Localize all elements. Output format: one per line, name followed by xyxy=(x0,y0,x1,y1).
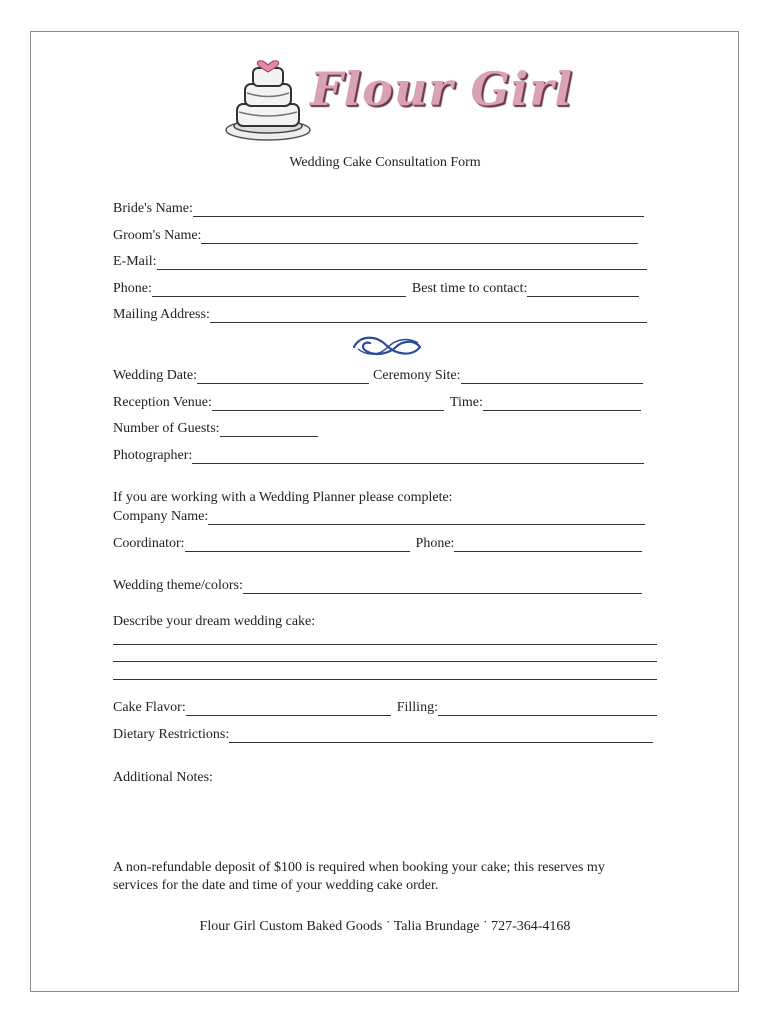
bride-name-label: Bride's Name: xyxy=(113,201,193,216)
dream-cake-line-1[interactable] xyxy=(113,644,657,645)
coordinator-row xyxy=(113,536,642,552)
dietary-field[interactable] xyxy=(229,728,653,743)
company-name-field[interactable] xyxy=(208,510,645,525)
time-field[interactable] xyxy=(483,396,641,411)
planner-phone-label: Phone: xyxy=(415,536,455,551)
phone-label: Phone: xyxy=(113,281,152,296)
reception-venue-field[interactable] xyxy=(212,396,444,411)
reception-venue-label: Reception Venue: xyxy=(113,395,212,410)
email-label: E-Mail: xyxy=(113,254,157,269)
mailing-address-row xyxy=(113,307,647,323)
dream-cake-label: Describe your dream wedding cake: xyxy=(113,614,316,629)
phone-field[interactable] xyxy=(152,282,406,297)
filling-label: Filling: xyxy=(396,700,438,715)
best-time-field[interactable] xyxy=(527,282,639,297)
dietary-label: Dietary Restrictions: xyxy=(113,727,230,742)
email-field[interactable] xyxy=(157,255,647,270)
photographer-row xyxy=(113,448,644,464)
photographer-label: Photographer: xyxy=(113,448,193,463)
guests-row xyxy=(113,421,318,437)
swirl-ornament-icon xyxy=(350,333,425,361)
company-row xyxy=(113,509,645,525)
ceremony-site-field[interactable] xyxy=(461,369,643,384)
guests-label: Number of Guests: xyxy=(113,421,220,436)
filling-field[interactable] xyxy=(438,701,657,716)
cake-flavor-label: Cake Flavor: xyxy=(113,700,186,715)
planner-intro: If you are working with a Wedding Planner please complete: xyxy=(113,490,453,505)
planner-phone-field[interactable] xyxy=(454,537,642,552)
footer-contact: Flour Girl Custom Baked Goods ˙ Talia Brundage ˙ 727-364-4168 xyxy=(199,919,571,934)
cake-flavor-field[interactable] xyxy=(186,701,391,716)
brand-logo-text: Flour Girl xyxy=(310,62,573,116)
photographer-field[interactable] xyxy=(192,449,644,464)
theme-row xyxy=(113,578,642,594)
mailing-address-label: Mailing Address: xyxy=(113,307,210,322)
groom-name-field[interactable] xyxy=(201,229,638,244)
email-row xyxy=(113,254,647,270)
form-title: Wedding Cake Consultation Form xyxy=(289,155,481,170)
mailing-address-field[interactable] xyxy=(210,308,647,323)
dietary-row xyxy=(113,727,653,743)
groom-name-row xyxy=(113,228,638,244)
coordinator-label: Coordinator: xyxy=(113,536,185,551)
wedding-date-label: Wedding Date: xyxy=(113,368,198,383)
bride-name-field[interactable] xyxy=(193,202,644,217)
wedding-date-row xyxy=(113,368,643,384)
additional-notes-label: Additional Notes: xyxy=(113,770,213,785)
phone-row xyxy=(113,281,639,297)
dream-cake-line-3[interactable] xyxy=(113,679,657,680)
theme-label: Wedding theme/colors: xyxy=(113,578,243,593)
theme-field[interactable] xyxy=(243,579,642,594)
cake-flavor-row xyxy=(113,700,657,716)
dream-cake-line-2[interactable] xyxy=(113,661,657,662)
reception-row xyxy=(113,395,641,411)
deposit-notice: A non-refundable deposit of $100 is required when booking your cake; this reserves my services for the date and time of your wedding cake order. xyxy=(113,860,605,893)
coordinator-field[interactable] xyxy=(185,537,410,552)
bride-name-row xyxy=(113,201,644,217)
guests-field[interactable] xyxy=(220,422,318,437)
groom-name-label: Groom's Name: xyxy=(113,228,202,243)
company-name-label: Company Name: xyxy=(113,509,209,524)
best-time-label: Best time to contact: xyxy=(411,281,528,296)
wedding-date-field[interactable] xyxy=(197,369,369,384)
time-label: Time: xyxy=(449,395,483,410)
ceremony-site-label: Ceremony Site: xyxy=(373,368,461,383)
